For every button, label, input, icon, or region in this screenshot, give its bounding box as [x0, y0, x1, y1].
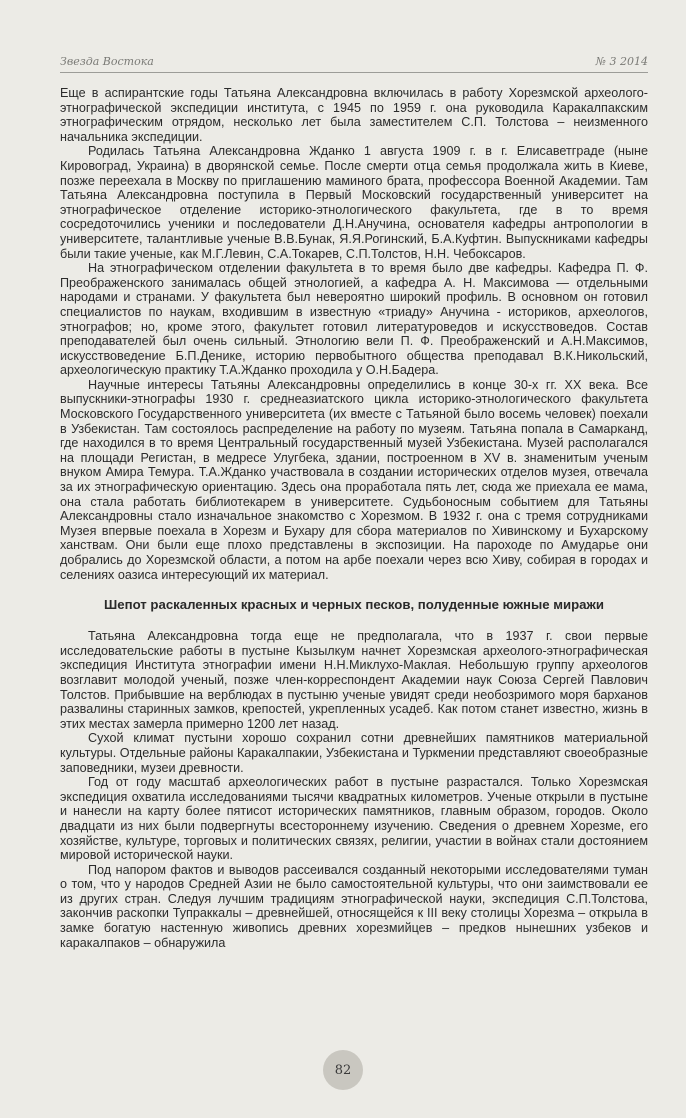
paragraph: Год от году масштаб археологических работ в пустыне разрастался. Только Хорезмская экспедиция охватила исследованиями тысячи квадратных километров. Ученые открыли в пустыне и нанесли на карту более пятисот исторических памятников, главным образом, городов. Около двадцати из них были подвергнуты всестороннему изучению. Сведения о древнем Хорезме, его хозяйстве, культуре, торговых и политических связях, религии, участии в войнах стали достоянием мировой исторической науки.: [60, 775, 648, 863]
page-footer: [0, 1050, 686, 1090]
page-number: 82: [323, 1050, 363, 1090]
paragraph: Сухой климат пустыни хорошо сохранил сотни древнейших памятников материальной культуры. Отдельные районы Каракалпакии, Узбекистана и Туркмении представляют своеобразные заповедники, музеи древности.: [60, 731, 648, 775]
article-body: [60, 86, 648, 950]
paragraph: Родилась Татьяна Александровна Жданко 1 августа 1909 г. в г. Елисаветграде (ныне Кировоград, Украина) в дворянской семье. После смерти отца семья продолжала жить в Киеве, позже переехала в Москву по приглашению маминого брата, профессора Военной Академии. Там Татьяна Александровна поступила в Первый Московский государственный университет на этнографическое отделение историко-этнологического факультета, где в то время сосредоточились ученики и последователи Д.Н.Анучина, основателя кафедры антропологии в университете, талантливые ученые В.В.Бунак, Я.Я.Рогинский, Б.А.Куфтин. Выпускниками кафедры были такие ученые, как М.Г.Левин, С.А.Токарев, С.П.Толстов, Н.Н. Чебоксаров.: [60, 144, 648, 261]
paragraph: Еще в аспирантские годы Татьяна Александровна включилась в работу Хорезмской археолого-этнографической экспедиции института, с 1945 по 1959 г. она руководила Каракалпакским этнографическим отрядом, несколько лет была заместителем С.П. Толстова – неизменного начальника экспедиции.: [60, 86, 648, 144]
running-header: [60, 38, 648, 73]
paragraph: На этнографическом отделении факультета в то время было две кафедры. Кафедра П. Ф. Преображенского занималась общей этнологией, а кафедра А. Н. Максимова — отдельными народами и странами. У факультета был невероятно широкий профиль. В основном он готовил специалистов по наукам, входившим в известную «триаду» Анучина - историков, археологов, этнографов; но, кроме этого, факультет готовил литературоведов и искусствоведов. Состав преподавателей был очень сильный. Этнологию вели П. Ф. Преображенский и А.Н.Максимов, искусствоведение Б.П.Денике, историю первобытного общества преподавал В.К.Никольский, археологическую практику Т.А.Жданко проходила у О.Н.Бадера.: [60, 261, 648, 378]
section-heading: Шепот раскаленных красных и черных песков, полуденные южные миражи: [104, 597, 604, 613]
paragraph: Научные интересы Татьяны Александровны определились в конце 30-х гг. XX века. Все выпускники-этнографы 1930 г. среднеазиатского цикла историко-этнологического факультета Московского Государственного университета (их вместе с Татьяной было восемь человек) поехали в Узбекистан. Там состоялось распределение на работу по музеям. Татьяна попала в Самарканд, где находился в то время Центральный государственный музей Узбекистана. Музей располагался на площади Регистан, в медресе Улугбека, здании, построенном в XV в. знаменитым ученым внуком Амира Темура. Т.А.Жданко участвовала в создании исторических отделов музея, отвечала за их этнографическую ориентацию. Здесь она проработала пять лет, сюда же приехала ее мама, она стала работать библиотекарем в университете. Судьбоносным событием для Татьяны Александровны стало изначальное знакомство с Хорезмом. В 1932 г. она с тремя сотрудниками Музея впервые поехала в Хорезм и Бухару для сбора материалов по Хивинскому и Бухарскому ханствам. Они были еще плохо представлены в экспозиции. На пароходе по Амударье они добрались до Хорезмской области, а потом на арбе поехали через всю Хиву, собирая в городах и селениях оазиса интересующий их материал.: [60, 377, 648, 582]
paragraph: Под напором фактов и выводов рассеивался созданный некоторыми исследователями туман о том, что у народов Средней Азии не было самостоятельной культуры, что они заимствовали ее из других стран. Следуя лучшим традициям этнографической науки, экспедиция С.П.Толстова, закончив раскопки Тупраккалы – древнейшей, относящейся к III веку столицы Хорезма – открыла в замке богатую настенную живопись древних хорезмийцев – предков нынешних узбеков и каракалпаков – обнаружила: [60, 862, 648, 950]
paragraph: Татьяна Александровна тогда еще не предполагала, что в 1937 г. свои первые исследовательские работы в пустыне Кызылкум начнет Хорезмская археолого-этнографическая экспедиция Института этнографии имени Н.Н.Миклухо-Маклая. Небольшую группу археологов возглавит молодой ученый, позже член-корреспондент Академии наук Союза Сергей Павлович Толстов. Прибывшие на верблюдах в пустыню ученые увидят среди необозримого моря барханов развалины старинных замков, крепостей, укрепленных усадеб. Как потом станет известно, жизнь в этих местах замерла примерно 1200 лет назад.: [60, 629, 648, 731]
journal-title: Звезда Востока: [60, 55, 154, 68]
issue-number: № 3 2014: [595, 55, 648, 68]
